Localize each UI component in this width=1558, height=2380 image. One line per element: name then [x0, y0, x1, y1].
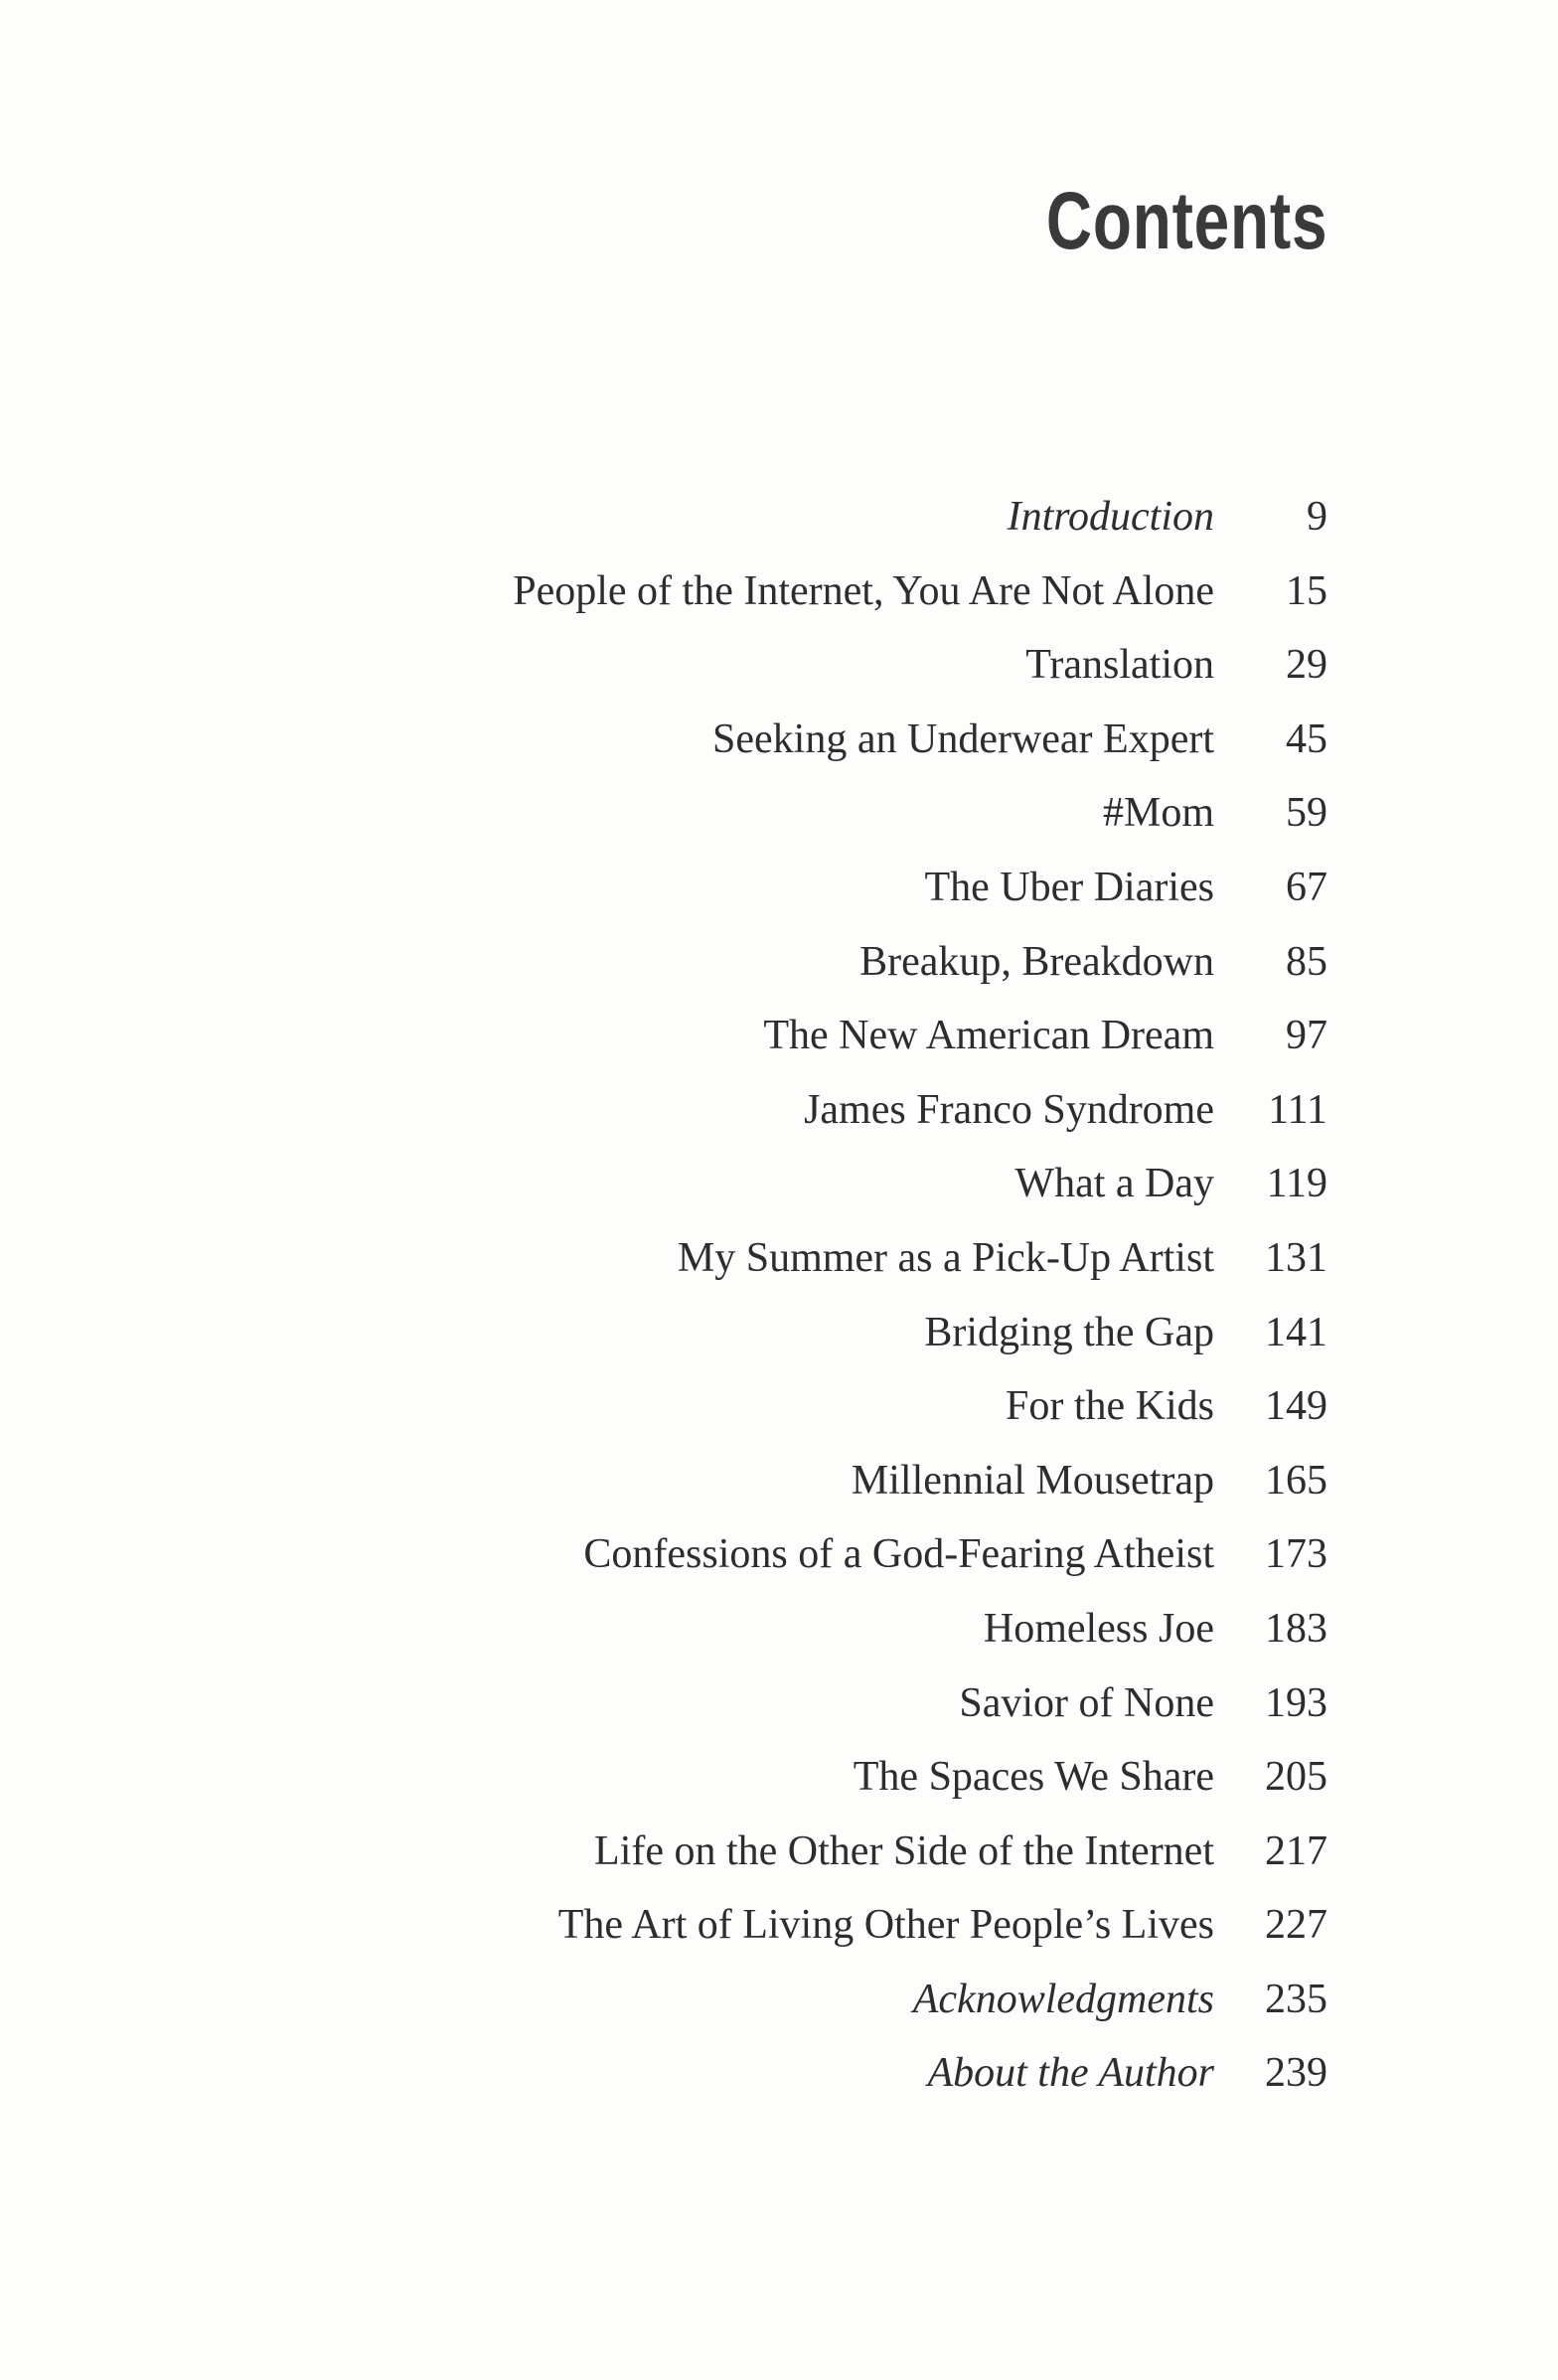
toc-entry-page-number: 15: [1286, 567, 1327, 614]
toc-entry-title: My Summer as a Pick-Up Artist: [677, 1234, 1214, 1281]
toc-entry: [0, 1444, 1558, 1518]
table-of-contents: [0, 480, 1558, 2111]
toc-entry-title: Introduction: [1007, 494, 1214, 540]
toc-entry-title: Life on the Other Side of the Internet: [594, 1827, 1214, 1874]
toc-entry: [0, 1517, 1558, 1592]
toc-entry-page-number: 59: [1286, 790, 1327, 837]
toc-entry: [0, 1296, 1558, 1370]
toc-entry-page-number: 183: [1265, 1605, 1327, 1652]
toc-entry-page-number: 111: [1268, 1086, 1327, 1133]
toc-entry-title: Bridging the Gap: [924, 1309, 1214, 1355]
toc-entry-title: Homeless Joe: [983, 1605, 1214, 1652]
toc-entry-page-number: 141: [1265, 1309, 1327, 1355]
toc-entry: [0, 2036, 1558, 2111]
toc-entry-title: Translation: [1025, 642, 1214, 689]
toc-entry-page-number: 165: [1265, 1457, 1327, 1504]
toc-entry: [0, 1740, 1558, 1815]
toc-entry-title: Confessions of a God-Fearing Atheist: [583, 1531, 1214, 1578]
toc-entry-page-number: 193: [1265, 1679, 1327, 1726]
toc-entry: [0, 851, 1558, 925]
toc-entry-page-number: 45: [1286, 715, 1327, 762]
toc-entry: [0, 1147, 1558, 1221]
toc-entry-page-number: 239: [1265, 2050, 1327, 2097]
toc-entry: [0, 555, 1558, 629]
toc-entry-page-number: 119: [1266, 1161, 1327, 1207]
toc-entry: [0, 1221, 1558, 1296]
toc-entry-title: People of the Internet, You Are Not Alone: [513, 567, 1214, 614]
toc-entry: [0, 1369, 1558, 1444]
toc-entry: [0, 776, 1558, 851]
toc-entry: [0, 628, 1558, 703]
toc-entry-page-number: 29: [1286, 642, 1327, 689]
toc-entry: [0, 1888, 1558, 1963]
toc-entry-page-number: 149: [1265, 1383, 1327, 1430]
toc-entry-title: Savior of None: [959, 1679, 1214, 1726]
toc-entry-page-number: 227: [1265, 1902, 1327, 1949]
toc-entry-title: #Mom: [1102, 790, 1214, 837]
toc-entry-title: Acknowledgments: [912, 1976, 1214, 2022]
toc-entry-page-number: 131: [1265, 1234, 1327, 1281]
toc-entry-page-number: 173: [1265, 1531, 1327, 1578]
toc-entry: [0, 925, 1558, 1000]
toc-entry-title: James Franco Syndrome: [804, 1086, 1214, 1133]
toc-entry-page-number: 205: [1265, 1754, 1327, 1801]
toc-entry: [0, 480, 1558, 555]
toc-entry: [0, 1592, 1558, 1666]
toc-entry-title: The New American Dream: [763, 1013, 1214, 1059]
toc-entry-title: Breakup, Breakdown: [859, 938, 1214, 985]
toc-entry-title: For the Kids: [1006, 1383, 1214, 1430]
toc-entry-page-number: 9: [1307, 494, 1327, 540]
toc-entry: [0, 1815, 1558, 1889]
toc-entry-title: The Art of Living Other People’s Lives: [557, 1902, 1214, 1949]
toc-entry-title: Seeking an Underwear Expert: [712, 715, 1214, 762]
toc-entry-title: The Spaces We Share: [853, 1754, 1214, 1801]
toc-entry: [0, 703, 1558, 777]
toc-entry-page-number: 85: [1286, 938, 1327, 985]
toc-entry-page-number: 217: [1265, 1827, 1327, 1874]
toc-entry-page-number: 97: [1286, 1013, 1327, 1059]
toc-entry-page-number: 235: [1265, 1976, 1327, 2022]
toc-entry: [0, 1963, 1558, 2037]
toc-entry-title: Millennial Mousetrap: [851, 1457, 1214, 1504]
toc-entry: [0, 1073, 1558, 1148]
toc-entry-page-number: 67: [1286, 864, 1327, 910]
toc-entry-title: About the Author: [927, 2050, 1214, 2097]
toc-entry: [0, 1666, 1558, 1741]
toc-entry-title: The Uber Diaries: [924, 864, 1214, 910]
toc-entry-title: What a Day: [1014, 1161, 1214, 1207]
toc-entry: [0, 999, 1558, 1073]
page-title: Contents: [1045, 176, 1327, 266]
